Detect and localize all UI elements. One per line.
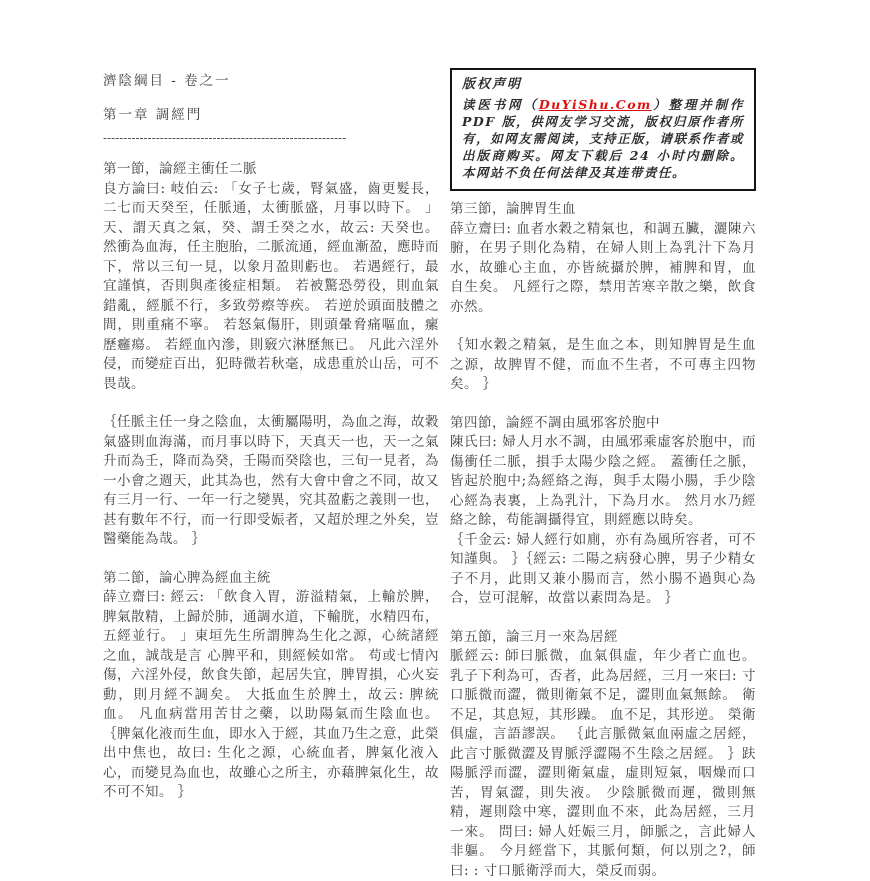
section-1-annotation: ｛任脈主任一身之陰血，太衝屬陽明，為血之海，故穀氣盛則血海滿，而月事以時下，天真天一也，天一之氣升而為壬，降而為癸，壬陽而癸陰也，三旬一見者，為一小會之週天，此其為也，然有大會中會之不同，故又有三月一行、一年一行之變異，究其盈虧之義則一也，甚有數年不行，而一行即受娠者，又超於理之外矣，豈醫藥能為哉。 ｝: [103, 413, 439, 550]
section-4-heading: 第四節，論經不調由風邪客於胞中: [450, 414, 756, 434]
section-4-paragraph: 陳氏曰: 婦人月水不調，由風邪乘虛客於胞中，而傷衝任二脈，損手太陽少陰之經。 蓋衝任之脈，皆起於胞中;為經絡之海，與手太陽小腸，手少陰心經為表裏，上為乳汁，下為月水。 然月水乃經絡之餘，苟能調攝得宜，則經應以時矣。: [450, 433, 756, 531]
section-5-paragraph: 脈經云: 師曰脈微，血氣俱虛，年少者亡血也。 乳子下利為可，否者，此為居經，三月一來曰: 寸口脈微而澀，微則衛氣不足，澀則血氣無餘。 衛不足，其息短，其形躁。 血不足，其形逆。 榮衛俱虛，言語謬誤。 ｛此言脈微氣血兩虛之居經，此言寸脈微澀及胃脈浮澀陽不生陰之居經。 ｝趺陽脈浮而澀，澀則衛氣虛，虛則短氣，咽燥而口苦，胃氣澀，則失液。 少陰脈微而遲，微則無精，遲則陰中寒，澀則血不來，此為居經，三月一來。 問曰: 婦人妊娠三月，師脈之，言此婦人非軀。 今月經當下，其脈何類，何以別之?，師曰: : 寸口脈衛浮而大，榮反而弱。: [450, 647, 756, 881]
section-3-heading: 第三節，論脾胃生血: [450, 200, 756, 220]
section-1: [103, 160, 439, 550]
section-5-heading: 第五節，論三月一來為居經: [450, 628, 756, 648]
section-1-paragraph: 良方論曰: 岐伯云: 「女子七歲，腎氣盛，齒更髮長，二七而天癸至，任脈通，太衝脈盛，月事以時下。 」天、謂天真之氣，癸、謂壬癸之水，故云: 天癸也。 然衝為血海，任主胞胎，二脈流通，經血漸盈，應時而下，常以三旬一見，以象月盈則虧也。 若遇經行，最宜謹慎，否則與產後症相類。 若被驚恐勞役，則血氣錯亂，經脈不行，多致勞瘵等疾。 若逆於頭面肢體之間，則重痛不寧。 若怒氣傷肝，則頭暈脅痛嘔血，瘰歷癰瘍。 若經血內滲，則竅穴淋歷無已。 凡此六淫外侵，而變症百出，犯時微若秋毫，成患重於山岳，可不畏哉。: [103, 180, 439, 395]
copyright-text-rest: 版，供网友学习交流，版权归原作者所有，如网友需阅读，支持正版，请联系作者或出版商购买。网友下载后 24 小时内删除。本网站不负任何法律及其连带责任。: [462, 114, 744, 180]
chapter-title: 第一章 調經門: [103, 106, 439, 124]
document-title: 濟陰綱目 - 卷之一: [103, 72, 439, 90]
section-2-paragraph: 薛立齋曰: 經云: 「飲食入胃，游溢精氣，上輸於脾，脾氣散精，上歸於肺，通調水道，下輸胱，水精四布，五經並行。 」東垣先生所謂脾為生化之源，心統諸經之血，誠哉是言 心脾平和，則經候如常。 苟或七情內傷，六淫外侵，飲食失節，起居失宜，脾胃損，心火妄動，則月經不調矣。 大抵血生於脾土，故云: 脾統血。 凡血病當用苦甘之藥，以助陽氣而生陰血也。 ｛脾氣化液而生血，即水入于經，其血乃生之意，此榮出中焦也，故曰: 生化之源，心統血者，脾氣化液入心，而變見為血也，故雖心之所主，亦藉脾氣化生，故不可不知。 ｝: [103, 588, 439, 803]
copyright-body: [462, 96, 744, 181]
left-column: [103, 72, 439, 803]
copyright-text-suffix: ）整理并制作 PDF: [462, 97, 744, 129]
section-3: [450, 200, 756, 395]
section-2: [103, 569, 439, 803]
right-column: [450, 68, 756, 881]
section-3-annotation: ｛知水穀之精氣，是生血之本，則知脾胃是生血之源，故脾胃不健，而血不生者，不可專主四物矣。 ｝: [450, 336, 756, 395]
copyright-text-prefix: 读医书网（: [462, 97, 539, 112]
copyright-notice-box: [450, 68, 756, 191]
duyishu-link[interactable]: DuYiShu.Com: [539, 97, 652, 112]
section-4: [450, 414, 756, 609]
divider-line: ------------------------------------------------------------: [103, 129, 439, 147]
section-1-heading: 第一節，論經主衝任二脈: [103, 160, 439, 180]
section-2-heading: 第二節，論心脾為經血主統: [103, 569, 439, 589]
section-4-annotation: ｛千金云: 婦人經行如廁，亦有為風所容者，可不知謹與。 ｝｛經云: 二陽之病發心脾，男子少精女子不月，此則又兼小腸而言，然小腸不過與心為合，豈可混解，故當以素問為是。 ｝: [450, 531, 756, 609]
section-5: [450, 628, 756, 881]
copyright-title: 版权声明: [462, 76, 744, 93]
section-3-paragraph: 薛立齋曰: 血者水穀之精氣也，和調五臟，灑陳六腑，在男子則化為精，在婦人則上為乳汁下為月水，故雖心主血，亦皆統攝於脾，補脾和胃，血自生矣。 凡經行之際，禁用苦寒辛散之樂，飲食亦然。: [450, 220, 756, 318]
